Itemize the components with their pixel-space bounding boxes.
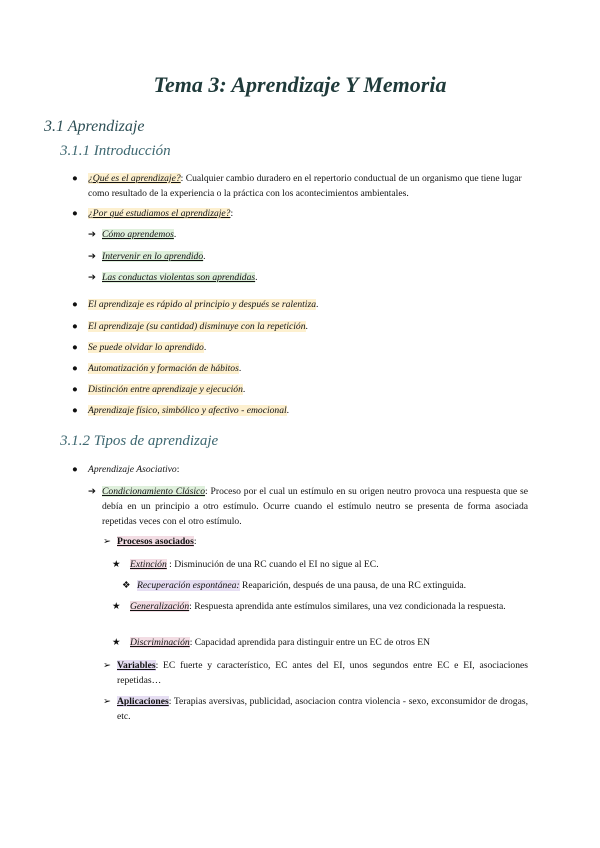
fact-end: . — [242, 384, 246, 395]
fact-end: . — [316, 299, 319, 310]
list-item — [122, 578, 528, 593]
reason-end: . — [173, 229, 177, 240]
extincion-label: Extinción — [130, 559, 167, 570]
bullet-dot-icon: ● — [72, 173, 78, 184]
diamond-icon: ❖ — [122, 580, 131, 591]
star-icon: ★ — [112, 601, 121, 612]
arrow-icon: ➔ — [88, 229, 97, 240]
bullet-dot-icon: ● — [72, 464, 78, 475]
separator: : — [230, 208, 234, 219]
star-icon: ★ — [112, 637, 121, 648]
recuperacion-label: Recuperación espontánea: — [137, 580, 240, 591]
definition-text: : Cualquier cambio duradero en el repertorio conductual de un organismo que tiene lugar como resultado de la experiencia o la práctica con los acontecimientos ambientales. — [88, 173, 522, 199]
list-item — [72, 171, 528, 201]
clasico-text: : Proceso por el cual un estímulo en su origen neutro provoca una respuesta que se debía en un principio a otro estímulo. Ocurre cuando el estímulo neutro se presenta de forma asociada repetidas veces con el otro estímulo. — [102, 486, 528, 527]
variables-text: : EC fuerte y característico, EC antes del EI, unos segundos entre EC e EI, asociaciones repetidas… — [117, 660, 528, 686]
question-why-study: ¿Por qué estudiamos el aprendizaje? — [88, 208, 231, 219]
list-item — [72, 462, 179, 477]
list-item — [103, 658, 528, 688]
reason-text: Intervenir en lo aprendido — [102, 251, 204, 262]
fact-text: Distinción entre aprendizaje y ejecución — [88, 384, 243, 395]
list-item — [88, 270, 258, 285]
fact-end: . — [286, 405, 290, 416]
separator: : — [176, 464, 180, 475]
bullet-dot-icon: ● — [72, 321, 78, 332]
list-item — [112, 599, 528, 614]
reason-text: Cómo aprendemos — [102, 229, 174, 240]
separator: : — [193, 536, 197, 547]
list-item — [88, 249, 206, 264]
discriminacion-text: : Capacidad aprendida para distinguir entre un EC de otros EN — [189, 637, 431, 648]
star-icon: ★ — [112, 559, 121, 570]
fact-text: Automatización y formación de hábitos — [88, 363, 239, 374]
section-heading: 3.1 Aprendizaje — [44, 118, 145, 135]
fact-text: El aprendizaje es rápido al principio y después se ralentiza — [88, 299, 317, 310]
chevron-icon: ➢ — [103, 696, 112, 707]
procesos-label: Procesos asociados — [117, 536, 194, 547]
list-item — [103, 694, 528, 724]
list-item — [103, 534, 197, 549]
bullet-dot-icon: ● — [72, 299, 78, 310]
clasico-label: Condicionamiento Clásico — [102, 486, 206, 497]
reason-end: . — [255, 272, 258, 283]
reason-text: Las conductas violentas son aprendidas — [102, 272, 256, 283]
bullet-dot-icon: ● — [72, 208, 78, 219]
fact-end: . — [305, 321, 308, 332]
aplicaciones-text: : Terapias aversivas, publicidad, asociacion contra violencia - sexo, exconsumidor de drogas, etc. — [117, 696, 528, 722]
list-item — [72, 297, 318, 312]
asociativo-label: Aprendizaje Asociativo — [88, 464, 177, 475]
fact-end: . — [203, 342, 207, 353]
list-item — [72, 403, 289, 418]
arrow-icon: ➔ — [88, 272, 97, 283]
page-title: Tema 3: Aprendizaje Y Memoria — [153, 72, 447, 97]
recuperacion-text: Reaparición, después de una pausa, de una RC extinguida. — [239, 580, 467, 591]
subsection-heading-intro: 3.1.1 Introducción — [60, 143, 171, 159]
extincion-text: : Disminución de una RC cuando el EI no sigue al EC. — [166, 559, 379, 570]
arrow-icon: ➔ — [88, 251, 97, 262]
arrow-icon: ➔ — [88, 486, 97, 497]
generalizacion-label: Generalización — [130, 601, 190, 612]
chevron-icon: ➢ — [103, 536, 112, 547]
fact-text: El aprendizaje (su cantidad) disminuye con la repetición — [88, 321, 306, 332]
list-item — [88, 227, 176, 242]
fact-end: . — [238, 363, 242, 374]
chevron-icon: ➢ — [103, 660, 112, 671]
list-item — [112, 557, 528, 572]
aplicaciones-label: Aplicaciones — [117, 696, 169, 707]
list-item — [72, 382, 245, 397]
list-item — [72, 206, 528, 221]
bullet-dot-icon: ● — [72, 384, 78, 395]
fact-text: Aprendizaje físico, simbólico y afectivo - emocional — [88, 405, 287, 416]
reason-end: . — [203, 251, 206, 262]
subsection-heading-tipos: 3.1.2 Tipos de aprendizaje — [60, 433, 219, 449]
bullet-dot-icon: ● — [72, 342, 78, 353]
question-what-is-learning: ¿Qué es el aprendizaje? — [88, 173, 181, 184]
discriminacion-label: Discriminación — [130, 637, 190, 648]
list-item — [88, 484, 528, 529]
list-item — [72, 361, 241, 376]
bullet-dot-icon: ● — [72, 363, 78, 374]
variables-label: Variables — [117, 660, 156, 671]
generalizacion-text: : Respuesta aprendida ante estímulos similares, una vez condicionada la respuesta. — [189, 601, 506, 612]
bullet-dot-icon: ● — [72, 405, 78, 416]
list-item — [112, 635, 528, 650]
list-item — [72, 319, 308, 334]
list-item — [72, 340, 206, 355]
fact-text: Se puede olvidar lo aprendido — [88, 342, 204, 353]
